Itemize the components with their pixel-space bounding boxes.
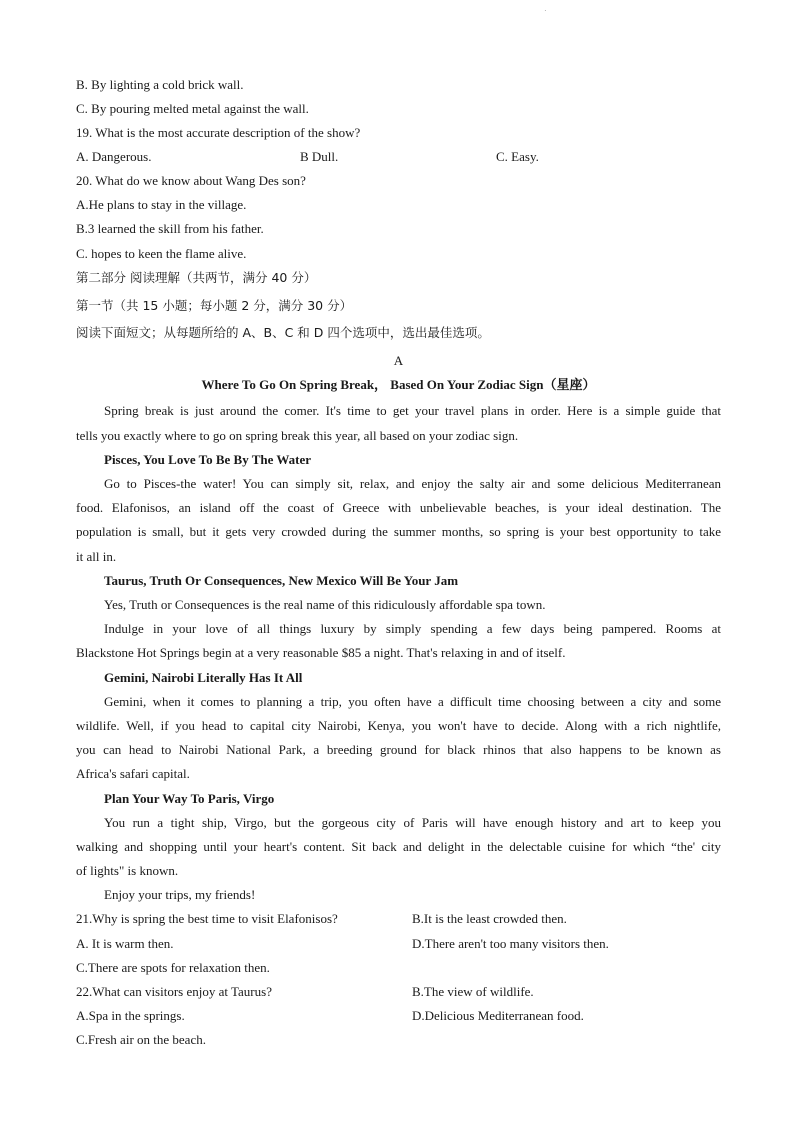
q21-option-d: D.There aren't too many visitors then.: [412, 936, 609, 951]
gemini-heading: Gemini, Nairobi Literally Has It All: [104, 670, 303, 685]
q22-option-b: B.The view of wildlife.: [412, 984, 534, 999]
q21-option-b: B.It is the least crowded then.: [412, 911, 567, 926]
gemini-line-4: Africa's safari capital.: [76, 766, 190, 781]
taurus-paragraph-1: Yes, Truth or Consequences is the real name of this ridiculously affordable spa town.: [104, 597, 546, 612]
passage-title: Where To Go On Spring Break， Based On Your Zodiac Sign（星座）: [201, 377, 596, 392]
pisces-line-4: it all in.: [76, 549, 117, 564]
q22-option-c: C.Fresh air on the beach.: [76, 1032, 206, 1047]
q22-option-a: A.Spa in the springs.: [76, 1008, 185, 1023]
part-two-title: 第二部分 阅读理解（共两节，满分 40 分）: [76, 270, 317, 285]
q22-stem: 22.What can visitors enjoy at Taurus?: [76, 984, 272, 999]
q20-stem: 20. What do we know about Wang Des son?: [76, 173, 306, 188]
q22-option-d: D.Delicious Mediterranean food.: [412, 1008, 584, 1023]
pisces-line-3: population is small, but it gets very crowded during the summer months, so spring is your best opportunity to take: [76, 524, 721, 539]
pisces-line-1: Go to Pisces-the water! You can simply sit, relax, and enjoy the salty air and some delicious Mediterranean: [104, 476, 721, 491]
q21-stem: 21.Why is spring the best time to visit Elafonisos?: [76, 911, 338, 926]
q20-option-b: B.3 learned the skill from his father.: [76, 221, 264, 236]
q18-option-b: B. By lighting a cold brick wall.: [76, 77, 244, 92]
gemini-line-2: wildlife. Well, if you head to capital city Nairobi, Kenya, you won't have to decide. Along with a rich nightlife,: [76, 718, 721, 733]
pisces-line-2: food. Elafonisos, an island off the coast of Greece with unbelievable beaches, is your ideal destination. The: [76, 500, 721, 515]
page-marker-dot: ·: [544, 6, 547, 15]
intro-line-1: Spring break is just around the comer. It's time to get your travel plans in order. Here is a simple guide that: [104, 403, 721, 418]
section-one-title: 第一节（共 15 小题；每小题 2 分，满分 30 分）: [76, 298, 353, 313]
gemini-line-3: you can head to Nairobi National Park, a breeding ground for black rhinos that also happens to be known as: [76, 742, 721, 757]
virgo-line-1: You run a tight ship, Virgo, but the gorgeous city of Paris will have enough history and art to keep you: [104, 815, 721, 830]
virgo-heading: Plan Your Way To Paris, Virgo: [104, 791, 275, 806]
reading-instruction: 阅读下面短文；从每题所给的 A、B、C 和 D 四个选项中，选出最佳选项。: [76, 325, 490, 340]
virgo-line-2: walking and shopping until your heart's content. Sit back and delight in the delectable cuisine for which “the' city: [76, 839, 721, 854]
taurus-line-2: Blackstone Hot Springs begin at a very reasonable $85 a night. That's relaxing in and of itself.: [76, 645, 566, 660]
passage-letter: A: [393, 353, 404, 368]
q19-option-a: A. Dangerous.: [76, 149, 152, 164]
closing-line: Enjoy your trips, my friends!: [104, 887, 256, 902]
pisces-heading: Pisces, You Love To Be By The Water: [104, 452, 312, 467]
taurus-heading: Taurus, Truth Or Consequences, New Mexico Will Be Your Jam: [104, 573, 459, 588]
virgo-line-3: of lights" is known.: [76, 863, 179, 878]
q18-option-c: C. By pouring melted metal against the wall.: [76, 101, 309, 116]
q19-option-b: B Dull.: [300, 149, 339, 164]
gemini-line-1: Gemini, when it comes to planning a trip, you often have a difficult time choosing between a city and some: [104, 694, 721, 709]
intro-line-2: tells you exactly where to go on spring break this year, all based on your zodiac sign.: [76, 428, 519, 443]
q19-stem: 19. What is the most accurate description of the show?: [76, 125, 361, 140]
taurus-line-1: Indulge in your love of all things luxury by simply spending a few days being pampered. Rooms at: [104, 621, 721, 636]
q20-option-c: C. hopes to keen the flame alive.: [76, 246, 247, 261]
q21-option-c: C.There are spots for relaxation then.: [76, 960, 270, 975]
q19-option-c: C. Easy.: [496, 149, 539, 164]
q21-option-a: A. It is warm then.: [76, 936, 174, 951]
q20-option-a: A.He plans to stay in the village.: [76, 197, 247, 212]
